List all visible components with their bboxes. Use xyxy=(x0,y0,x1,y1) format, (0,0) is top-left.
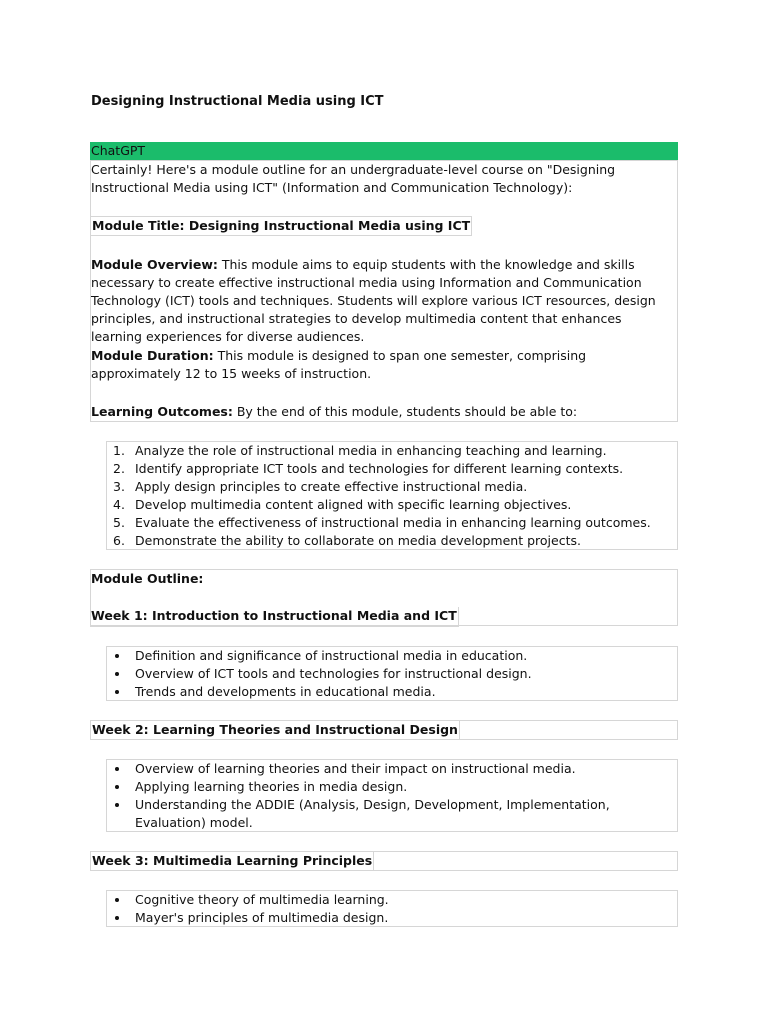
module-title: Module Title: Designing Instructional Media using ICT xyxy=(90,216,472,236)
list-item: 3. Apply design principles to create effective instructional media. xyxy=(113,479,528,494)
week2-list xyxy=(107,760,637,832)
chatgpt-label: ChatGPT xyxy=(90,142,678,160)
week2-title: Week 2: Learning Theories and Instructional Design xyxy=(90,720,460,740)
list-item: Mayer's principles of multimedia design. xyxy=(107,909,667,927)
week3-list xyxy=(107,891,667,927)
module-overview xyxy=(91,256,676,346)
list-item: Overview of learning theories and their impact on instructional media. xyxy=(107,760,637,778)
list-item: 4. Develop multimedia content aligned with specific learning objectives. xyxy=(113,497,572,512)
list-item: 2. Identify appropriate ICT tools and technologies for different learning contexts. xyxy=(113,461,624,476)
week1-list xyxy=(107,647,667,701)
week1-title: Week 1: Introduction to Instructional Media and ICT xyxy=(90,607,459,627)
page-title: Designing Instructional Media using ICT xyxy=(91,94,384,109)
list-item: Trends and developments in educational media. xyxy=(107,683,667,701)
module-duration xyxy=(91,347,676,383)
list-item: Overview of ICT tools and technologies for instructional design. xyxy=(107,665,667,683)
list-item: Definition and significance of instructional media in education. xyxy=(107,647,667,665)
module-outline-heading: Module Outline: xyxy=(91,571,204,586)
list-item: Understanding the ADDIE (Analysis, Design, Development, Implementation, Evaluation) model. xyxy=(107,796,637,832)
intro-paragraph: Certainly! Here's a module outline for an undergraduate-level course on "Designing Instructional Media using ICT" (Information and Communication Technology): xyxy=(91,162,616,195)
duration-text: This module is designed to span one semester, comprising approximately 12 to 15 weeks of instruction. xyxy=(91,348,587,381)
week3-title: Week 3: Multimedia Learning Principles xyxy=(90,851,374,871)
list-item: Cognitive theory of multimedia learning. xyxy=(107,891,667,909)
overview-text: This module aims to equip students with the knowledge and skills necessary to create effective instructional media using Information and Communication Technology (ICT) tools and techniques. Students will explore various ICT resources, design principles, and instructional strategies to develop multimedia content that enhances learning experiences for diverse audiences. xyxy=(91,257,656,344)
duration-label: Module Duration: xyxy=(91,348,214,363)
list-item: 1. Analyze the role of instructional media in enhancing teaching and learning. xyxy=(113,443,607,458)
list-item: Applying learning theories in media design. xyxy=(107,778,637,796)
outcomes-list xyxy=(107,442,667,550)
list-item: 6. Demonstrate the ability to collaborate on media development projects. xyxy=(113,533,581,548)
outcomes-label: Learning Outcomes: xyxy=(91,404,233,419)
learning-outcomes xyxy=(91,403,676,421)
outcomes-text: By the end of this module, students should be able to: xyxy=(232,404,578,419)
list-item: 5. Evaluate the effectiveness of instructional media in enhancing learning outcomes. xyxy=(113,515,651,530)
overview-label: Module Overview: xyxy=(91,257,218,272)
